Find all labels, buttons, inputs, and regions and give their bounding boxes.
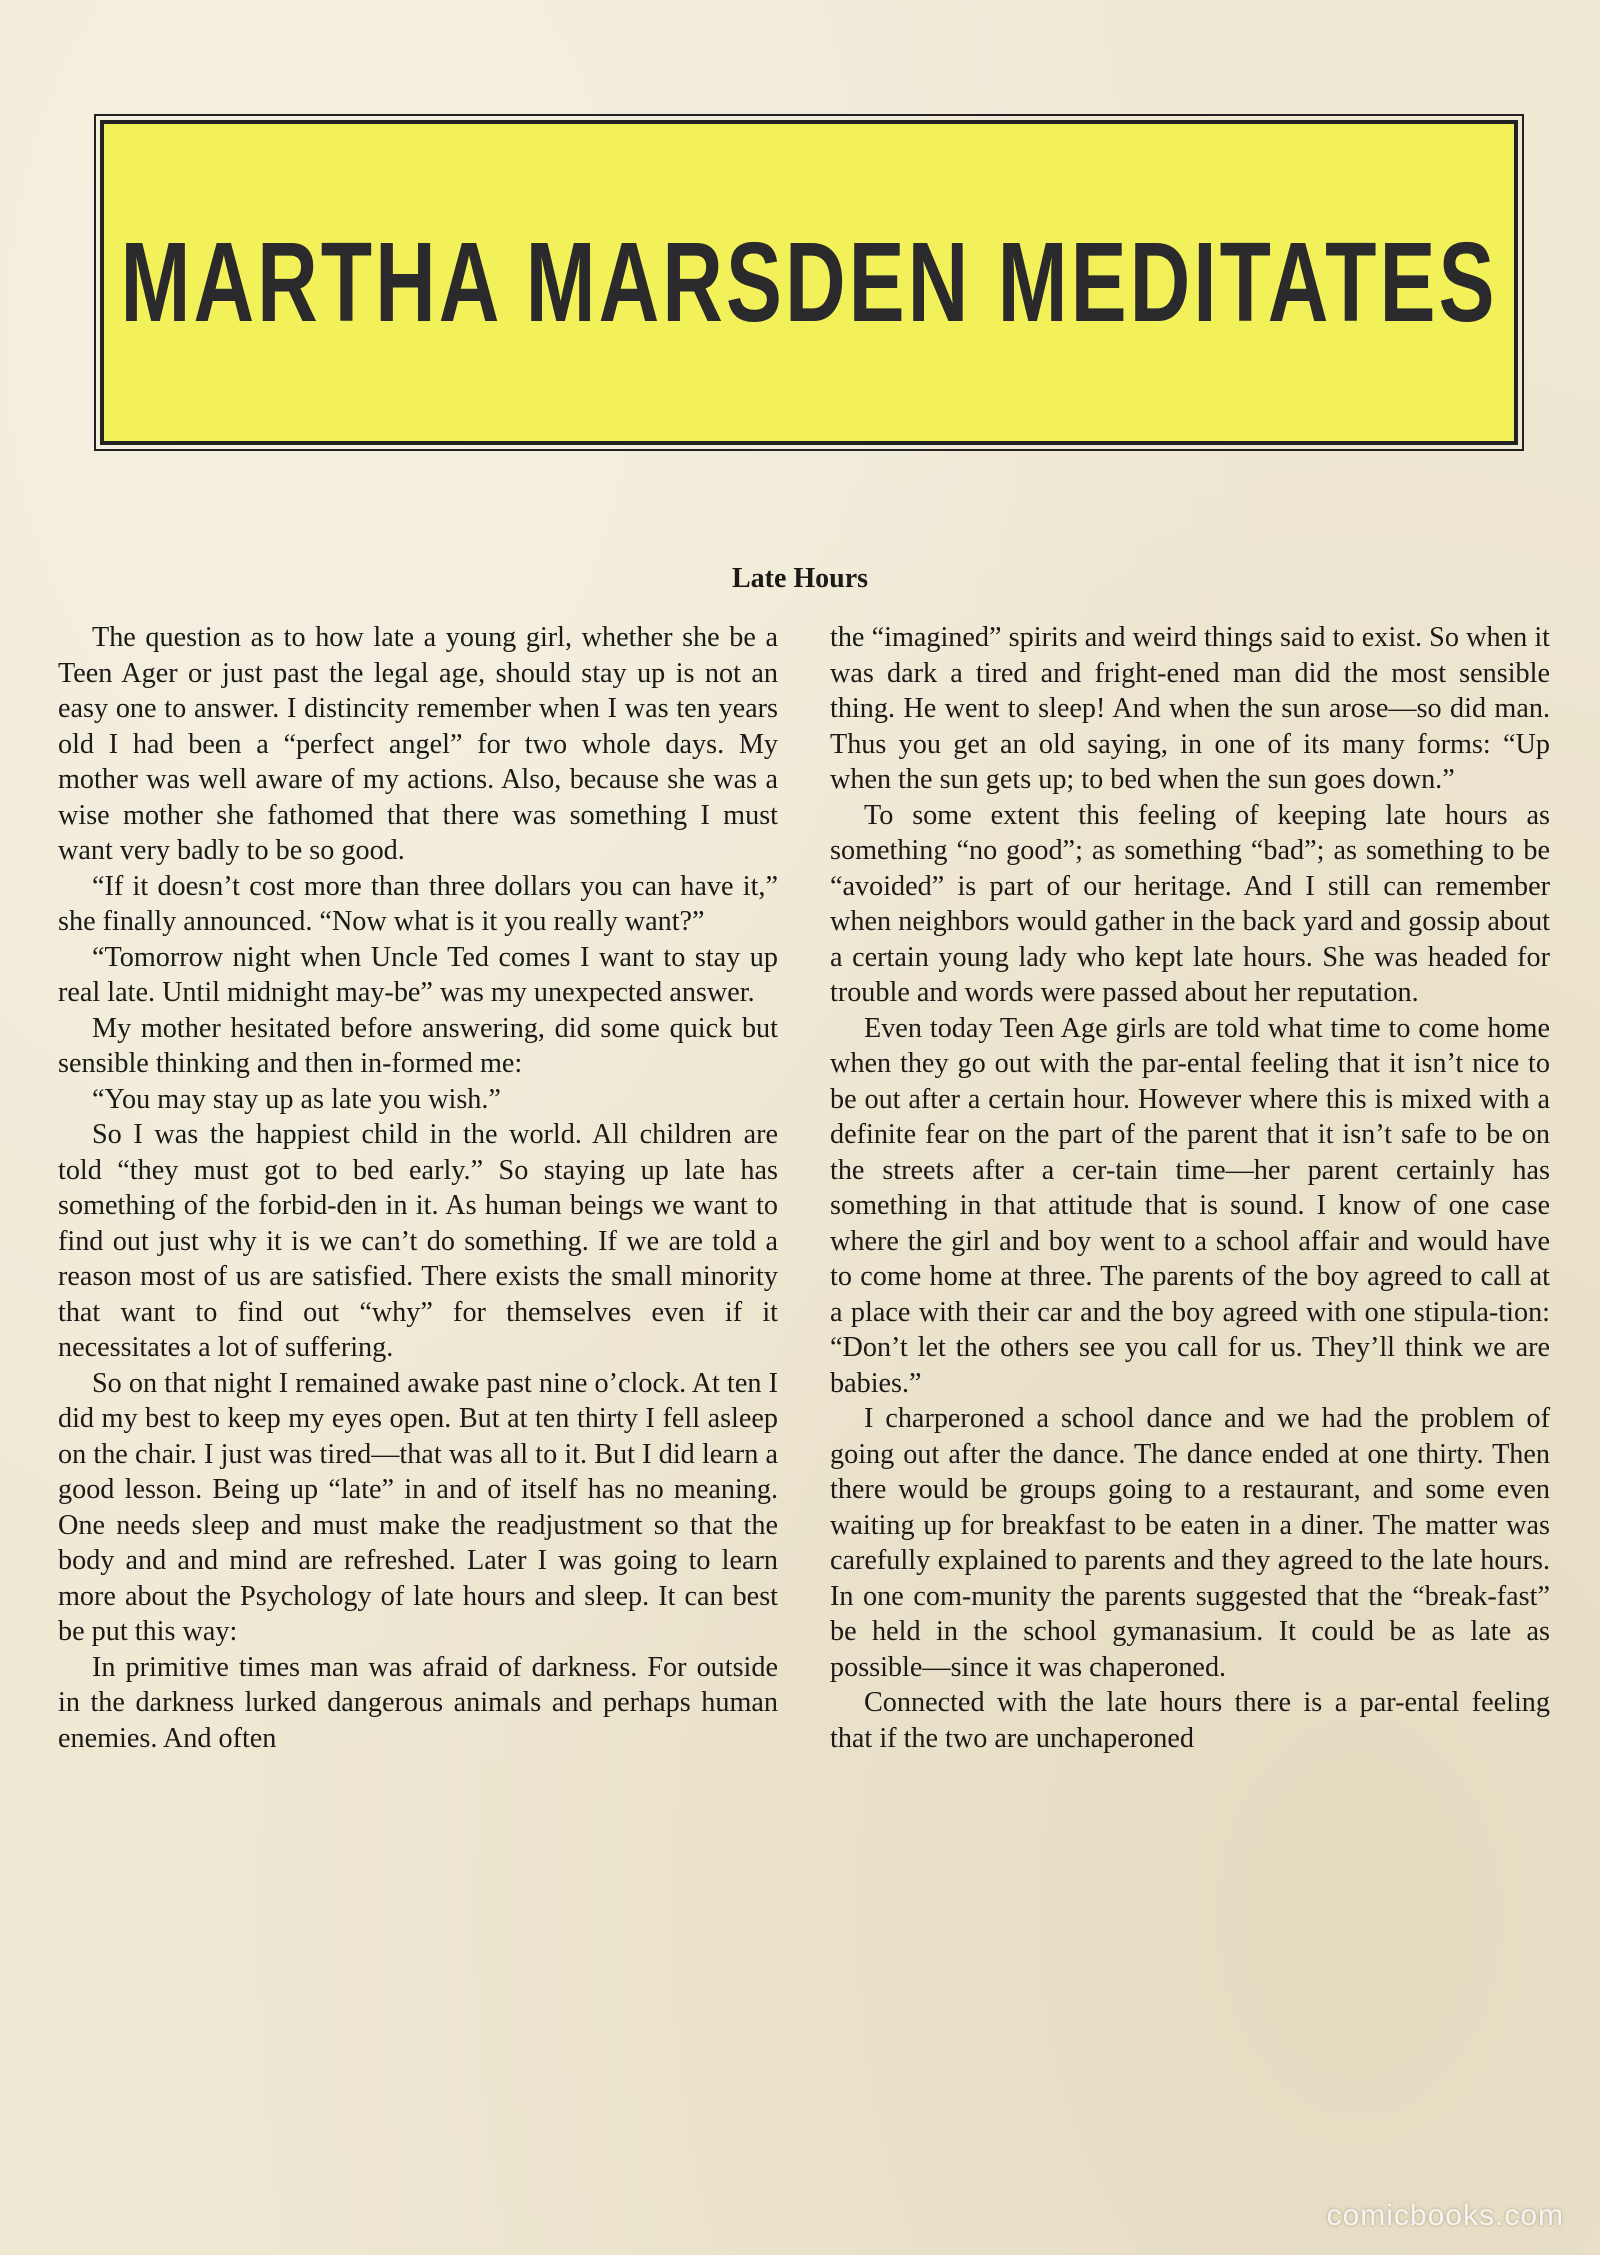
paragraph: “You may stay up as late you wish.”: [92, 1083, 501, 1115]
paragraph: “If it doesn’t cost more than three dollars you can have it,” she finally announced. “Now what is it you really want?”: [58, 870, 778, 937]
paragraph: Even today Teen Age girls are told what time to come home when they go out with the par-ental feeling that it isn’t nice to be out after a certain hour. However where this is mixed with a definite fear on the part of the parent that it isn’t safe to be on the streets after a cer-tain time—her parent certainly has something in that attitude that is sound. I know of one case where the girl and boy went to a school affair and would have to come home at three. The parents of the boy agreed to call at a place with their car and the boy agreed with one stipula-tion: “Don’t let the others see you call for us. They’ll think we are babies.”: [830, 1012, 1550, 1399]
paragraph: I charperoned a school dance and we had the problem of going out after the dance. The dance ended at one thirty. Then there would be groups going to a restaurant, and some even waiting up for breakfast to be eaten in a diner. The matter was carefully explained to parents and they agreed to the late hours. In one com-munity the parents suggested that the “break-fast” be held in the school gymanasium. It could be as late as possible—since it was chaperoned.: [830, 1403, 1550, 1683]
article-body: [58, 620, 1550, 2100]
paragraph: To some extent this feeling of keeping late hours as something “no good”; as something “bad”; as something to be “avoided” is part of our heritage. And I still can remember when neighbors would gather in the back yard and gossip about a certain young lady who kept late hours. She was headed for trouble and words were passed about her reputation.: [830, 799, 1550, 1008]
paragraph: My mother hesitated before answering, did some quick but sensible thinking and then in-formed me:: [58, 1012, 778, 1079]
paragraph: So on that night I remained awake past nine o’clock. At ten I did my best to keep my eyes open. But at ten thirty I fell asleep on the chair. I just was tired—that was all to it. But I did learn a good lesson. Being up “late” in and of itself has no meaning. One needs sleep and must make the readjustment so that the body and and mind are refreshed. Later I was going to learn more about the Psychology of late hours and sleep. It can best be put this way:: [58, 1367, 778, 1647]
paragraph: In primitive times man was afraid of darkness. For outside in the darkness lurked dangerous animals and perhaps human enemies. And often: [58, 1651, 778, 1754]
watermark: comicbooks.com: [1326, 2199, 1564, 2232]
paragraph: The question as to how late a young girl, whether she be a Teen Ager or just past the legal age, should stay up is not an easy one to answer. I distincity remember when I was ten years old I had been a “perfect angel” for two whole days. My mother was well aware of my actions. Also, because she was a wise mother she fathomed that there was something I must want very badly to be so good.: [58, 622, 778, 866]
paragraph: So I was the happiest child in the world. All children are told “they must got to bed early.” So staying up late has something of the forbid-den in it. As human beings we want to find out just why it is we can’t do something. If we are told a reason most of us are satisfied. There exists the small minority that want to find out “why” for themselves even if it necessitates a lot of suffering.: [58, 1119, 778, 1363]
right-column: [830, 620, 1550, 2100]
paragraph: “Tomorrow night when Uncle Ted comes I want to stay up real late. Until midnight may-be” was my unexpected answer.: [58, 941, 778, 1008]
paragraph: the “imagined” spirits and weird things said to exist. So when it was dark a tired and fright-ened man did the most sensible thing. He went to sleep! And when the sun arose—so did man. Thus you get an old saying, in one of its many forms: “Up when the sun gets up; to bed when the sun goes down.”: [830, 622, 1550, 795]
title-banner: [100, 120, 1518, 445]
paragraph: Connected with the late hours there is a par-ental feeling that if the two are unchaperoned: [830, 1687, 1550, 1754]
left-column: [58, 620, 778, 2100]
article-heading: Late Hours: [731, 563, 869, 594]
page-title: MARTHA MARSDEN MEDITATES: [120, 218, 1498, 346]
